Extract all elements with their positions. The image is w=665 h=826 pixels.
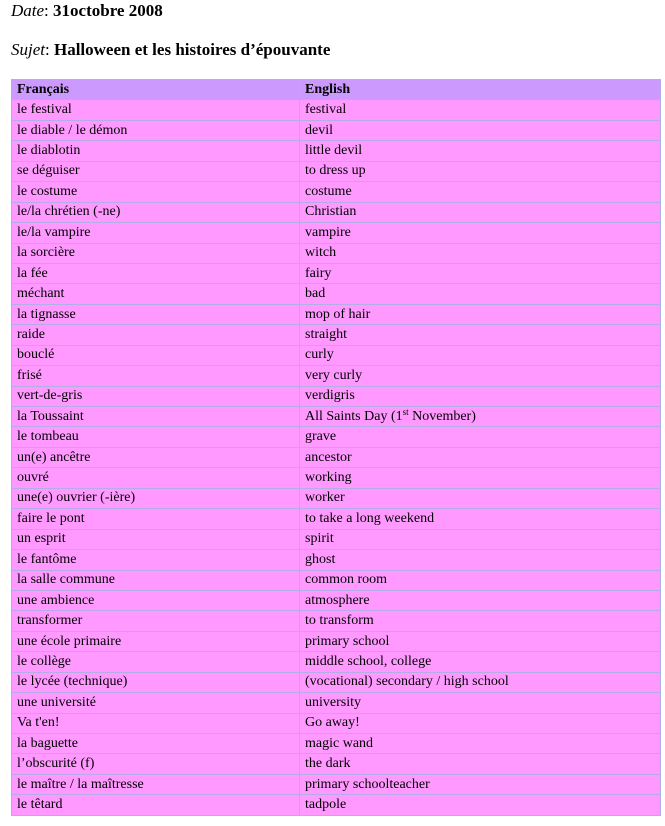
column-header-french: Français xyxy=(12,80,300,100)
date-value: 31octobre 2008 xyxy=(53,1,163,20)
table-row xyxy=(12,407,661,427)
english-term: middle school, college xyxy=(300,652,661,672)
english-term: common room xyxy=(300,570,661,590)
french-term: vert-de-gris xyxy=(12,386,300,406)
french-term: méchant xyxy=(12,284,300,304)
table-row xyxy=(12,182,661,202)
french-term: frisé xyxy=(12,366,300,386)
french-term: le fantôme xyxy=(12,550,300,570)
table-row xyxy=(12,713,661,733)
english-term xyxy=(300,407,661,427)
english-term: to take a long weekend xyxy=(300,509,661,529)
english-term-text: All Saints Day (1 xyxy=(305,408,403,424)
english-term: primary school xyxy=(300,631,661,651)
english-term: curly xyxy=(300,345,661,365)
table-row xyxy=(12,304,661,324)
french-term: le tombeau xyxy=(12,427,300,447)
english-term: grave xyxy=(300,427,661,447)
vocabulary-table xyxy=(11,79,661,816)
english-term: atmosphere xyxy=(300,590,661,610)
french-term: ouvré xyxy=(12,468,300,488)
table-row xyxy=(12,529,661,549)
table-row xyxy=(12,652,661,672)
table-row xyxy=(12,631,661,651)
table-row xyxy=(12,672,661,692)
english-term: costume xyxy=(300,182,661,202)
table-row xyxy=(12,754,661,774)
table-row xyxy=(12,611,661,631)
french-term: une ambience xyxy=(12,590,300,610)
ordinal-suffix: st xyxy=(402,406,409,417)
date-line xyxy=(11,1,163,21)
french-term: raide xyxy=(12,325,300,345)
french-term: l’obscurité (f) xyxy=(12,754,300,774)
english-term: university xyxy=(300,693,661,713)
subject-colon: : xyxy=(45,40,54,59)
french-term: un esprit xyxy=(12,529,300,549)
subject-label: Sujet xyxy=(11,40,45,59)
french-term: le maître / la maîtresse xyxy=(12,774,300,794)
french-term: le/la vampire xyxy=(12,223,300,243)
table-row xyxy=(12,693,661,713)
table-row xyxy=(12,325,661,345)
french-term: le/la chrétien (-ne) xyxy=(12,202,300,222)
french-term: faire le pont xyxy=(12,509,300,529)
french-term: la fée xyxy=(12,263,300,283)
french-term: la Toussaint xyxy=(12,407,300,427)
french-term: le collège xyxy=(12,652,300,672)
french-term: la sorcière xyxy=(12,243,300,263)
subject-value: Halloween et les histoires d’épouvante xyxy=(53,40,331,59)
table-row xyxy=(12,345,661,365)
french-term: bouclé xyxy=(12,345,300,365)
french-term: transformer xyxy=(12,611,300,631)
table-row xyxy=(12,141,661,161)
english-term: vampire xyxy=(300,223,661,243)
table-row xyxy=(12,223,661,243)
english-term: very curly xyxy=(300,366,661,386)
french-term: la salle commune xyxy=(12,570,300,590)
french-term: une école primaire xyxy=(12,631,300,651)
french-term: la baguette xyxy=(12,734,300,754)
english-term: to dress up xyxy=(300,161,661,181)
table-row xyxy=(12,550,661,570)
table-row xyxy=(12,100,661,120)
english-term: verdigris xyxy=(300,386,661,406)
english-term: (vocational) secondary / high school xyxy=(300,672,661,692)
table-row xyxy=(12,386,661,406)
table-row xyxy=(12,243,661,263)
french-term: le têtard xyxy=(12,795,300,815)
french-term: un(e) ancêtre xyxy=(12,447,300,467)
french-term: le festival xyxy=(12,100,300,120)
table-row xyxy=(12,161,661,181)
french-term: une université xyxy=(12,693,300,713)
table-row xyxy=(12,284,661,304)
english-term: witch xyxy=(300,243,661,263)
english-term: festival xyxy=(300,100,661,120)
english-term: mop of hair xyxy=(300,304,661,324)
french-term: le lycée (technique) xyxy=(12,672,300,692)
english-term: ancestor xyxy=(300,447,661,467)
table-row xyxy=(12,427,661,447)
table-row xyxy=(12,570,661,590)
column-header-english: English xyxy=(300,80,661,100)
english-term: primary schoolteacher xyxy=(300,774,661,794)
english-term: spirit xyxy=(300,529,661,549)
english-term: tadpole xyxy=(300,795,661,815)
table-header-row xyxy=(12,80,661,100)
french-term: se déguiser xyxy=(12,161,300,181)
subject-line xyxy=(11,40,330,60)
english-term: working xyxy=(300,468,661,488)
english-term: to transform xyxy=(300,611,661,631)
english-term: Christian xyxy=(300,202,661,222)
table-row xyxy=(12,590,661,610)
table-row xyxy=(12,774,661,794)
table-row xyxy=(12,202,661,222)
french-term: le diable / le démon xyxy=(12,120,300,140)
date-colon: : xyxy=(44,1,54,20)
table-row xyxy=(12,263,661,283)
table-row xyxy=(12,468,661,488)
table-row xyxy=(12,488,661,508)
english-term: ghost xyxy=(300,550,661,570)
english-term: devil xyxy=(300,120,661,140)
french-term: une(e) ouvrier (-ière) xyxy=(12,488,300,508)
table-row xyxy=(12,120,661,140)
table-body xyxy=(12,100,661,815)
english-term-text: November) xyxy=(408,408,476,424)
french-term: la tignasse xyxy=(12,304,300,324)
french-term: le costume xyxy=(12,182,300,202)
english-term: fairy xyxy=(300,263,661,283)
table-row xyxy=(12,795,661,815)
table-row xyxy=(12,366,661,386)
table-row xyxy=(12,734,661,754)
english-term: magic wand xyxy=(300,734,661,754)
french-term: le diablotin xyxy=(12,141,300,161)
table-row xyxy=(12,447,661,467)
english-term: Go away! xyxy=(300,713,661,733)
english-term: bad xyxy=(300,284,661,304)
english-term: worker xyxy=(300,488,661,508)
french-term: Va t'en! xyxy=(12,713,300,733)
english-term: straight xyxy=(300,325,661,345)
english-term: little devil xyxy=(300,141,661,161)
table-row xyxy=(12,509,661,529)
date-label: Date xyxy=(11,1,45,20)
english-term: the dark xyxy=(300,754,661,774)
